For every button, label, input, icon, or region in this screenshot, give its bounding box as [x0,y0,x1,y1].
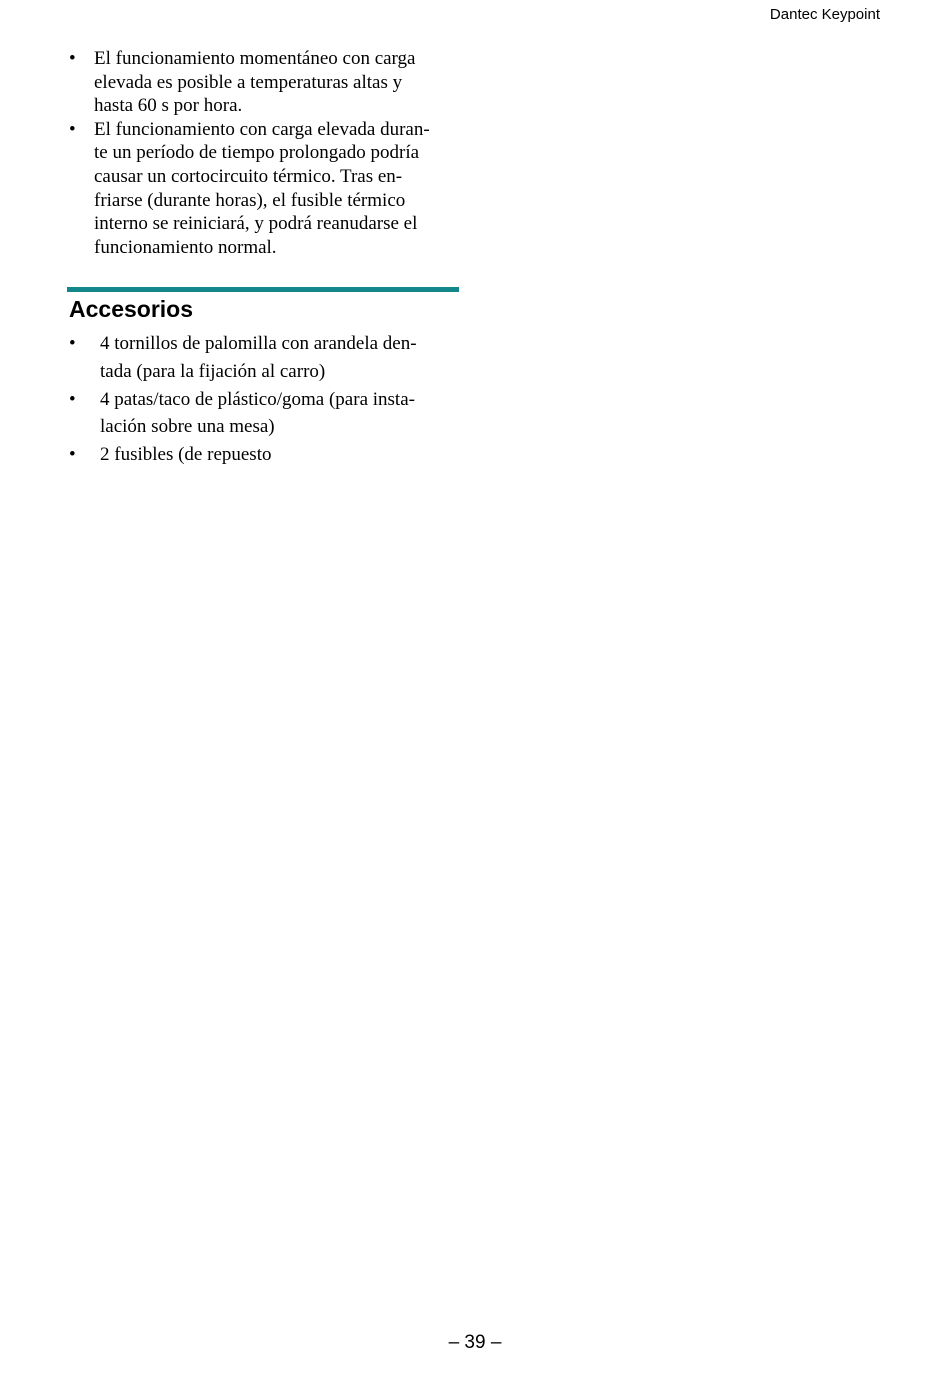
section-divider [67,287,459,292]
list-item-line: 4 patas/taco de plástico/goma (para insta- [100,388,415,410]
accessories-bullet-list [67,330,459,469]
list-item-line: El funcionamiento con carga elevada duran- [94,118,430,140]
list-item-line: friarse (durante horas), el fusible térmico [94,189,406,211]
list-item-line: hasta 60 s por hora. [94,95,243,117]
page-number: – 39 – [448,1332,502,1353]
list-item-line: 4 tornillos de palomilla con arandela den- [100,333,417,354]
list-item [67,441,459,469]
bullet-marker: • [69,118,76,140]
list-item [67,118,459,260]
bullet-marker: • [69,388,76,410]
list-item-line: lación sobre una mesa) [100,416,275,437]
bullet-marker: • [69,48,76,69]
list-item [67,47,459,118]
list-item-line: te un período de tiempo prolongado podría [94,142,420,164]
list-item-line: elevada es posible a temperaturas altas y [94,71,403,93]
list-item [67,386,459,441]
bullet-marker: • [69,444,76,465]
list-item [67,330,459,385]
section-heading-accessories: Accesorios [69,296,194,322]
list-item-line: tada (para la fijación al carro) [100,360,326,382]
list-item-line: funcionamiento normal. [94,236,277,258]
list-item-line: El funcionamiento momentáneo con carga [94,48,416,69]
list-item-line: 2 fusibles (de repuesto [100,444,272,465]
document-header-title: Dantec Keypoint [769,6,880,23]
list-item-line: interno se reiniciará, y podrá reanudarse el [94,213,418,235]
bullet-marker: • [69,333,76,354]
intro-bullet-list [67,47,459,259]
list-item-line: causar un cortocircuito térmico. Tras en- [94,165,403,187]
